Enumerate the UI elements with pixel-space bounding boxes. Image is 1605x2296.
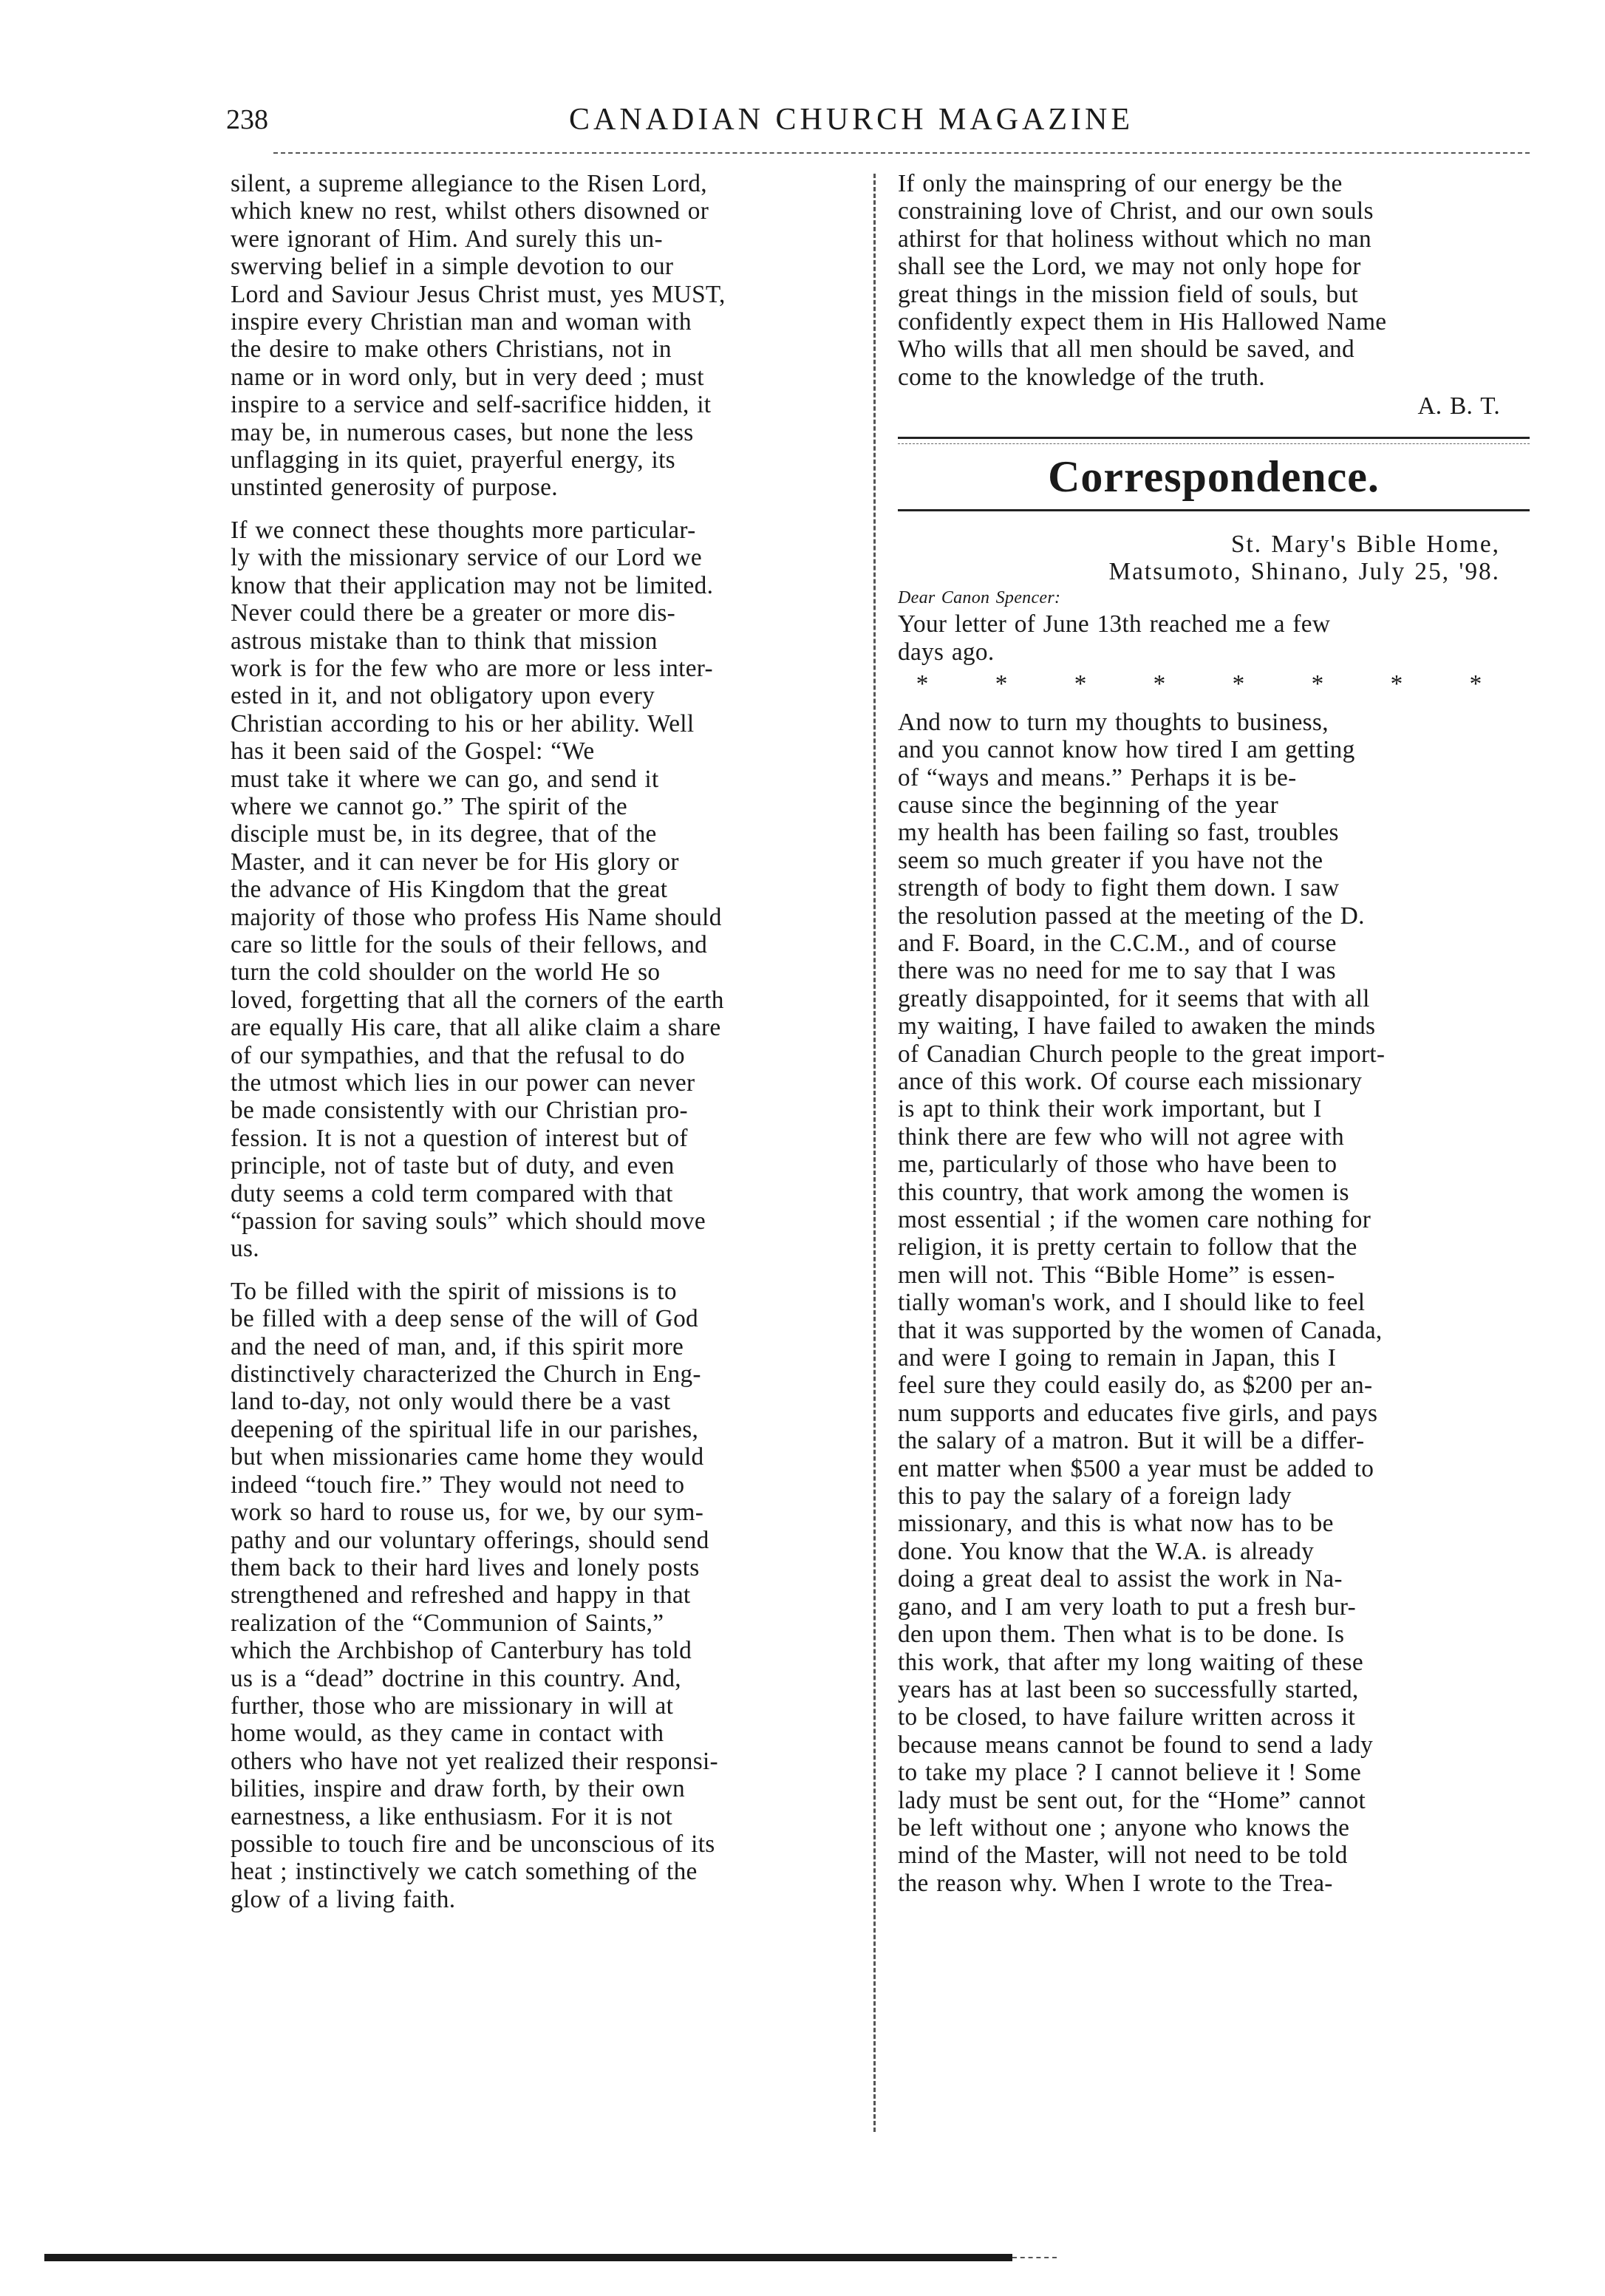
text-line: the utmost which lies in our power can never — [231, 1069, 695, 1097]
text-line: but when missionaries came home they would — [231, 1443, 704, 1471]
text-line: come to the knowledge of the truth. — [898, 363, 1265, 391]
text-line: may be, in numerous cases, but none the less — [231, 418, 694, 446]
text-line: distinctively characterized the Church in Eng- — [231, 1360, 701, 1389]
text-line: that it was supported by the women of Canada, — [898, 1316, 1383, 1344]
text-line: possible to touch fire and be unconscious of its — [231, 1830, 715, 1858]
text-line: Master, and it can never be for His glory or — [231, 848, 679, 876]
text-line: to take my place ? I cannot believe it ! Some — [898, 1759, 1362, 1787]
closing-paragraph — [898, 170, 1530, 391]
text-line: us. — [231, 1235, 259, 1263]
text-line: feel sure they could easily do, as $200 per an- — [898, 1372, 1373, 1400]
left-paragraph-2 — [231, 517, 862, 1263]
text-line: were ignorant of Him. And surely this un- — [231, 225, 663, 253]
text-line: this to pay the salary of a foreign lady — [898, 1482, 1292, 1510]
section-rule-top — [898, 437, 1530, 444]
text-line: heat ; instinctively we catch something of the — [231, 1858, 698, 1886]
text-line: work so hard to rouse us, for we, by our sym- — [231, 1499, 704, 1527]
paragraph-gap — [231, 502, 862, 517]
text-line: constraining love of Christ, and our own souls — [898, 197, 1374, 225]
left-column — [231, 170, 862, 1913]
text-line: silent, a supreme allegiance to the Risen Lord, — [231, 170, 707, 197]
text-line: Christian according to his or her ability. Well — [231, 709, 695, 737]
text-line: confidently expect them in His Hallowed Name — [898, 308, 1387, 336]
text-line: duty seems a cold term compared with that — [231, 1179, 673, 1207]
text-line: further, those who are missionary in will at — [231, 1692, 674, 1720]
text-line: there was no need for me to say that I was — [898, 957, 1336, 985]
text-line: inspire every Christian man and woman with — [231, 308, 692, 336]
text-line: great things in the mission field of souls, but — [898, 280, 1358, 308]
text-line: are equally His care, that all alike claim a share — [231, 1014, 721, 1042]
text-line: bilities, inspire and draw forth, by their own — [231, 1775, 685, 1803]
text-line: shall see the Lord, we may not only hope for — [898, 253, 1361, 281]
text-line: gano, and I am very loath to put a fresh bur- — [898, 1592, 1356, 1621]
text-line: of our sympathies, and that the refusal to do — [231, 1041, 685, 1069]
text-line: this work, that after my long waiting of these — [898, 1648, 1363, 1676]
text-line: of Canadian Church people to the great import- — [898, 1040, 1386, 1068]
header-rule — [273, 152, 1530, 154]
text-line: pathy and our voluntary offerings, should send — [231, 1526, 709, 1554]
text-line: think there are few who will not agree with — [898, 1123, 1345, 1151]
text-line: home would, as they came in contact with — [231, 1720, 664, 1748]
text-line: done. You know that the W.A. is already — [898, 1537, 1315, 1565]
text-line: missionary, and this is what now has to be — [898, 1510, 1334, 1538]
text-line: strength of body to fight them down. I saw — [898, 874, 1340, 902]
text-line: years has at last been so successfully started, — [898, 1675, 1359, 1703]
text-line: ent matter when $500 a year must be added to — [898, 1454, 1374, 1482]
text-line: because means cannot be found to send a lady — [898, 1731, 1374, 1759]
text-line: principle, not of taste but of duty, and even — [231, 1152, 675, 1180]
text-line: indeed “touch fire.” They would not need to — [231, 1471, 685, 1499]
text-line: be left without one ; anyone who knows the — [898, 1813, 1350, 1842]
text-line: where we cannot go.” The spirit of the — [231, 792, 628, 820]
footer-rule — [44, 2254, 1012, 2261]
text-line: realization of the “Communion of Saints,” — [231, 1609, 664, 1637]
text-line: den upon them. Then what is to be done. Is — [898, 1621, 1345, 1649]
text-line: unflagging in its quiet, prayerful energy, its — [231, 446, 675, 474]
text-line: the resolution passed at the meeting of the D. — [898, 902, 1365, 930]
text-line: unstinted generosity of purpose. — [231, 474, 558, 502]
left-paragraph-1 — [231, 170, 862, 502]
text-line: ly with the missionary service of our Lord we — [231, 544, 702, 572]
text-line: num supports and educates five girls, and pays — [898, 1399, 1378, 1427]
text-line: others who have not yet realized their responsi- — [231, 1747, 718, 1775]
letter-address-line-2: Matsumoto, Shinano, July 25, '98. — [1108, 558, 1500, 586]
text-line: lady must be sent out, for the “Home” cannot — [898, 1786, 1366, 1814]
article-signature: A. B. T. — [1417, 392, 1500, 420]
section-rule-bottom — [898, 509, 1530, 511]
footer-rule-tail — [1012, 2257, 1057, 2258]
text-line: the advance of His Kingdom that the great — [231, 876, 668, 904]
text-line: seem so much greater if you have not the — [898, 846, 1323, 874]
section-title: Correspondence. — [1048, 452, 1380, 501]
text-line: and the need of man, and, if this spirit more — [231, 1332, 684, 1360]
text-line: us is a “dead” doctrine in this country. And, — [231, 1664, 681, 1692]
text-line: my waiting, I have failed to awaken the minds — [898, 1012, 1376, 1040]
text-line: the reason why. When I wrote to the Trea- — [898, 1869, 1333, 1897]
text-line: fession. It is not a question of interest but of — [231, 1124, 688, 1152]
text-line: majority of those who profess His Name should — [231, 903, 722, 931]
text-line: doing a great deal to assist the work in Na- — [898, 1565, 1343, 1593]
text-line: which the Archbishop of Canterbury has told — [231, 1637, 692, 1665]
text-line: and F. Board, in the C.C.M., and of course — [898, 929, 1337, 957]
text-line: loved, forgetting that all the corners of the earth — [231, 986, 724, 1014]
left-paragraph-3 — [231, 1278, 862, 1913]
running-head: CANADIAN CHURCH MAGAZINE — [569, 103, 1134, 137]
text-line: mind of the Master, will not need to be told — [898, 1842, 1348, 1870]
text-line: And now to turn my thoughts to business, — [898, 708, 1329, 736]
text-line: them back to their hard lives and lonely posts — [231, 1553, 700, 1581]
text-line: religion, it is pretty certain to follow that the — [898, 1233, 1357, 1261]
text-line: athirst for that holiness without which no man — [898, 225, 1371, 253]
text-line: days ago. — [898, 638, 995, 666]
text-line: work is for the few who are more or less inter- — [231, 654, 713, 682]
text-line: be made consistently with our Christian pro- — [231, 1097, 688, 1125]
text-line: tially woman's work, and I should like to feel — [898, 1289, 1366, 1317]
text-line: most essential ; if the women care nothing for — [898, 1206, 1371, 1233]
text-line: and you cannot know how tired I am getting — [898, 736, 1355, 764]
text-line: name or in word only, but in very deed ; must — [231, 363, 704, 391]
column-divider — [873, 174, 876, 2132]
section-break-asterisks: * * * * * * * * — [916, 670, 1512, 698]
text-line: swerving belief in a simple devotion to our — [231, 253, 674, 281]
text-line: care so little for the souls of their fellows, and — [231, 930, 708, 958]
text-line: glow of a living faith. — [231, 1885, 456, 1913]
text-line: me, particularly of those who have been to — [898, 1151, 1338, 1179]
page-number: 238 — [226, 104, 268, 135]
letter-paragraph-2 — [898, 709, 1530, 1897]
text-line: strengthened and refreshed and happy in that — [231, 1581, 691, 1609]
text-line: inspire to a service and self-sacrifice hidden, it — [231, 391, 712, 419]
text-line: must take it where we can go, and send it — [231, 765, 659, 793]
text-line: ance of this work. Of course each missionary — [898, 1067, 1363, 1095]
text-line: the desire to make others Christians, not in — [231, 335, 672, 364]
text-line: to be closed, to have failure written across it — [898, 1703, 1356, 1731]
text-line: Never could there be a greater or more dis- — [231, 599, 676, 627]
text-line: Lord and Saviour Jesus Christ must, yes MUST, — [231, 280, 726, 308]
text-line: Your letter of June 13th reached me a few — [898, 610, 1331, 638]
text-line: of “ways and means.” Perhaps it is be- — [898, 763, 1297, 791]
text-line: astrous mistake than to think that mission — [231, 627, 658, 655]
text-line: cause since the beginning of the year — [898, 791, 1278, 819]
text-line: deepening of the spiritual life in our parishes, — [231, 1415, 699, 1443]
text-line: be filled with a deep sense of the will of God — [231, 1305, 698, 1333]
text-line: has it been said of the Gospel: “We — [231, 737, 595, 766]
text-line: Who wills that all men should be saved, and — [898, 335, 1354, 364]
text-line: earnestness, a like enthusiasm. For it is not — [231, 1802, 673, 1830]
text-line: my health has been failing so fast, troubles — [898, 819, 1339, 847]
text-line: ested in it, and not obligatory upon every — [231, 682, 655, 710]
text-line: If only the mainspring of our energy be the — [898, 170, 1343, 197]
text-line: land to-day, not only would there be a vast — [231, 1388, 671, 1416]
text-line: and were I going to remain in Japan, this I — [898, 1344, 1337, 1372]
text-line: men will not. This “Bible Home” is essen- — [898, 1261, 1335, 1289]
paragraph-gap — [231, 1263, 862, 1278]
text-line: greatly disappointed, for it seems that with all — [898, 984, 1370, 1012]
text-line: the salary of a matron. But it will be a differ- — [898, 1427, 1365, 1455]
letter-salutation: Dear Canon Spencer: — [898, 588, 1061, 608]
text-line: which knew no rest, whilst others disowned or — [231, 197, 709, 225]
text-line: this country, that work among the women is — [898, 1178, 1349, 1206]
text-line: To be filled with the spirit of missions is to — [231, 1277, 677, 1305]
letter-paragraph-1 — [898, 610, 1530, 666]
letter-address-line-1: St. Mary's Bible Home, — [1231, 530, 1500, 558]
text-line: is apt to think their work important, but I — [898, 1095, 1322, 1123]
text-line: disciple must be, in its degree, that of the — [231, 820, 657, 848]
right-column — [898, 170, 1530, 1897]
text-line: If we connect these thoughts more particular- — [231, 516, 696, 544]
text-line: “passion for saving souls” which should move — [231, 1207, 706, 1236]
text-line: turn the cold shoulder on the world He so — [231, 958, 661, 987]
text-line: know that their application may not be limited. — [231, 571, 714, 599]
